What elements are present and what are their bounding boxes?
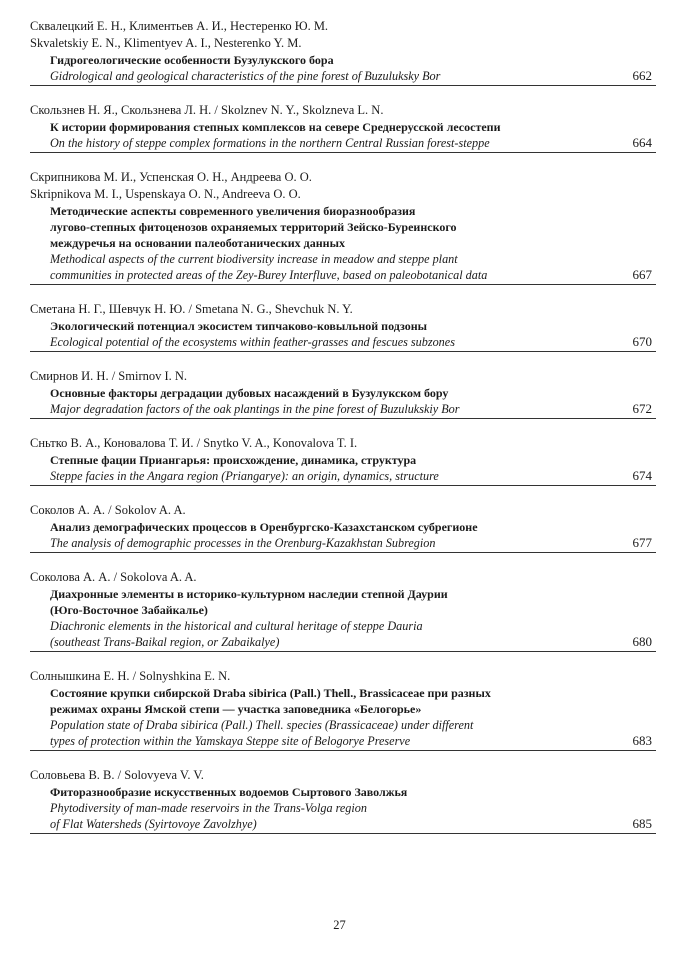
- entry-authors: Соловьева В. В. / Solovyeva V. V.: [30, 768, 204, 782]
- entry-authors: Скользнев Н. Я., Скользнева Л. Н. / Skolznev N. Y., Skolzneva L. N.: [30, 103, 384, 117]
- entry-spacer: [30, 553, 656, 569]
- entry-title-ru: Анализ демографических процессов в Оренбургско-Казахстанском субрегионе: [50, 520, 478, 534]
- entry-title-en: of Flat Watersheds (Syirtovoye Zavolzhye): [50, 817, 257, 831]
- entry-title-en: (southeast Trans-Baikal region, or Zabaikalye): [50, 635, 280, 649]
- entry-title-en: Major degradation factors of the oak plantings in the pine forest of Buzulukskiy Bor: [50, 402, 460, 416]
- entry-page-number: 662: [632, 68, 652, 83]
- entry-page-number: 672: [632, 401, 652, 416]
- entry-page-number: 667: [632, 267, 652, 282]
- entry-authors: Сквалецкий Е. Н., Климентьев А. И., Нестеренко Ю. М.: [30, 19, 329, 33]
- entry-title-ru: Экологический потенциал экосистем типчаково-ковыльной подзоны: [50, 319, 427, 333]
- entry-spacer: [30, 285, 656, 301]
- entry-title-en: Diachronic elements in the historical and cultural heritage of steppe Dauria: [50, 619, 423, 633]
- entry-title-ru: Основные факторы деградации дубовых насаждений в Бузулукском бору: [50, 386, 449, 400]
- entry-spacer: [30, 751, 656, 767]
- entry-authors: Соколов А. А. / Sokolov A. A.: [30, 503, 186, 517]
- entry-title-en: Methodical aspects of the current biodiversity increase in meadow and steppe plant: [50, 252, 458, 266]
- entry-authors: Сньтко В. А., Коновалова Т. И. / Snytko V. A., Konovalova T. I.: [30, 436, 358, 450]
- entry-title-ru: (Юго-Восточное Забайкалье): [50, 603, 208, 617]
- entry-page-number: 677: [632, 535, 652, 550]
- entry-title-en: Gidrological and geological characteristics of the pine forest of Buzuluksky Bor: [50, 69, 441, 83]
- entry-authors: Солнышкина Е. Н. / Solnyshkina E. N.: [30, 669, 231, 683]
- entry-title-en: Steppe facies in the Angara region (Priangarye): an origin, dynamics, structure: [50, 469, 439, 483]
- entry-title-en: Population state of Draba sibirica (Pall.) Thell. species (Brassicaceae) under different: [50, 718, 474, 732]
- entry-divider: [30, 833, 656, 834]
- entry-title-ru: Гидрогеологические особенности Бузулукского бора: [50, 53, 334, 67]
- entry-spacer: [30, 153, 656, 169]
- toc-entry: [30, 18, 656, 84]
- entry-title-en: Phytodiversity of man-made reservoirs in the Trans-Volga region: [50, 801, 367, 815]
- toc-entry: [30, 668, 656, 749]
- entry-title-ru: режимах охраны Ямской степи — участка заповедника «Белогорье»: [50, 702, 422, 716]
- entry-authors: Сметана Н. Г., Шевчук Н. Ю. / Smetana N. G., Shevchuk N. Y.: [30, 302, 353, 316]
- entry-title-ru: междуречья на основании палеоботанических данных: [50, 236, 345, 250]
- entry-spacer: [30, 652, 656, 668]
- entry-page-number: 664: [632, 135, 652, 150]
- entry-title-en: communities in protected areas of the Zey-Burey Interfluve, based on paleobotanical data: [50, 268, 488, 282]
- entry-spacer: [30, 419, 656, 435]
- entry-page-number: 685: [632, 816, 652, 831]
- entry-title-en: The analysis of demographic processes in the Orenburg-Kazakhstan Subregion: [50, 536, 436, 550]
- entry-title-ru: лугово-степных фитоценозов охраняемых территорий Зейско-Буреинского: [50, 220, 457, 234]
- toc-entry: [30, 569, 656, 650]
- entry-title-ru: Методические аспекты современного увеличения биоразнообразия: [50, 204, 416, 218]
- entry-authors: Смирнов И. Н. / Smirnov I. N.: [30, 369, 188, 383]
- toc-entry: [30, 102, 656, 151]
- entry-title-en: types of protection within the Yamskaya Steppe site of Belogorye Preserve: [50, 734, 411, 748]
- toc-entry: [30, 169, 656, 283]
- toc-entry: [30, 368, 656, 417]
- toc-entry: [30, 435, 656, 484]
- entry-title-ru: Состояние крупки сибирской Draba sibirica (Pall.) Thell., Brassicaceae при разных: [50, 686, 491, 700]
- entry-title-ru: Фиторазнообразие искусственных водоемов Сыртового Заволжья: [50, 785, 408, 799]
- entry-page-number: 674: [632, 468, 652, 483]
- entry-authors: Соколова А. А. / Sokolova A. A.: [30, 570, 197, 584]
- entry-spacer: [30, 86, 656, 102]
- entry-authors: Скрипникова М. И., Успенская О. Н., Андреева О. О.: [30, 170, 312, 184]
- entry-title-ru: Степные фации Приангарья: происхождение, динамика, структура: [50, 453, 417, 467]
- entry-title-ru: Диахронные элементы в историко-культурном наследии степной Даурии: [50, 587, 448, 601]
- table-of-contents: [30, 18, 656, 834]
- toc-entry: [30, 502, 656, 551]
- entry-title-en: Ecological potential of the ecosystems within feather-grasses and fescues subzones: [50, 335, 455, 349]
- entry-authors: Skripnikova M. I., Uspenskaya O. N., Andreeva O. O.: [30, 187, 301, 201]
- toc-entry: [30, 301, 656, 350]
- entry-spacer: [30, 486, 656, 502]
- entry-page-number: 683: [632, 733, 652, 748]
- entry-page-number: 680: [632, 634, 652, 649]
- entry-spacer: [30, 352, 656, 368]
- entry-title-en: On the history of steppe complex formations in the northern Central Russian forest-steppe: [50, 136, 490, 150]
- entry-title-ru: К истории формирования степных комплексов на севере Среднерусской лесостепи: [50, 120, 501, 134]
- page-number: 27: [333, 918, 346, 932]
- entry-authors: Skvaletskiy E. N., Klimentyev A. I., Nesterenko Y. M.: [30, 36, 302, 50]
- entry-page-number: 670: [632, 334, 652, 349]
- toc-entry: [30, 767, 656, 832]
